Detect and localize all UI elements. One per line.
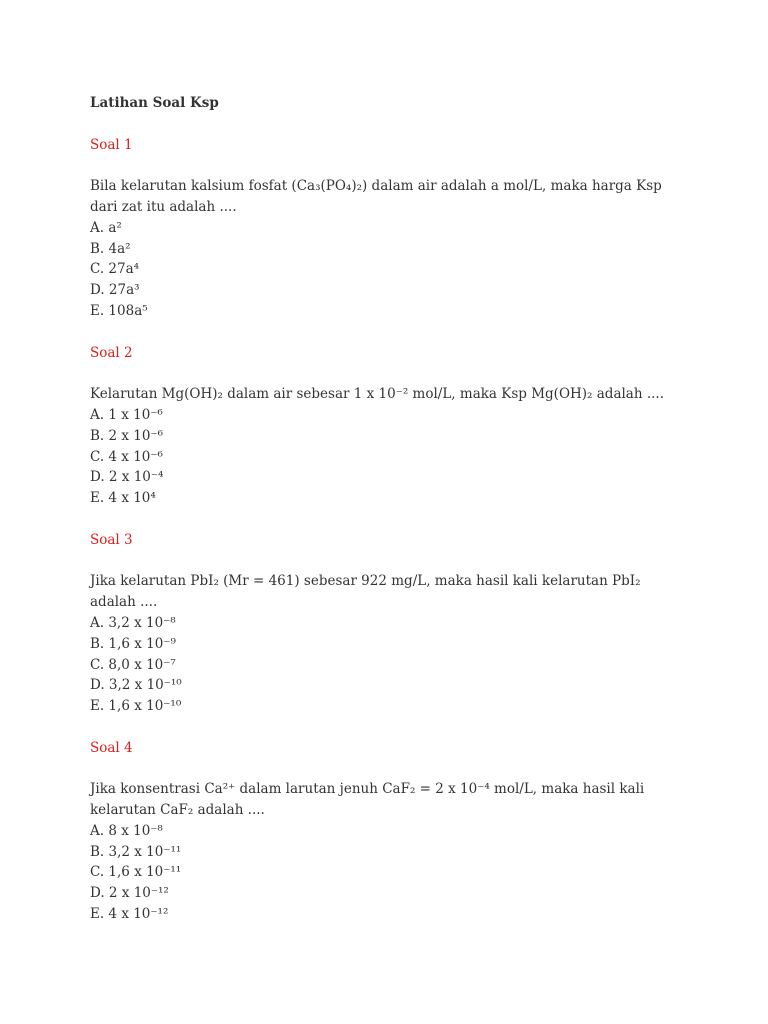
option-list [90,218,690,322]
option-c: C. 4 x 10⁻⁶ [90,448,163,465]
document-title: Latihan Soal Ksp [90,95,219,111]
option-c: C. 27a⁴ [90,261,140,278]
option-b: B. 4a² [90,240,131,257]
option-d: D. 27a³ [90,282,140,299]
question-text: Jika konsentrasi Ca²⁺ dalam larutan jenuh CaF₂ = 2 x 10⁻⁴ mol/L, maka hasil kali kelarutan CaF₂ adalah .... [90,781,645,819]
option-list [90,821,690,925]
question-block-2 [90,343,690,509]
question-heading: Soal 3 [90,531,133,548]
option-a: A. 8 x 10⁻⁸ [90,822,163,839]
option-b: B. 2 x 10⁻⁶ [90,427,164,444]
option-d: D. 3,2 x 10⁻¹⁰ [90,677,182,694]
question-text: Jika kelarutan PbI₂ (Mr = 461) sebesar 922 mg/L, maka hasil kali kelarutan PbI₂ adalah .... [90,573,641,611]
question-text: Kelarutan Mg(OH)₂ dalam air sebesar 1 x 10⁻² mol/L, maka Ksp Mg(OH)₂ adalah .... [90,386,665,403]
question-block-4 [90,738,690,925]
document-page [90,93,690,946]
option-d: D. 2 x 10⁻¹² [90,885,169,902]
question-heading: Soal 4 [90,739,133,756]
question-text: Bila kelarutan kalsium fosfat (Ca₃(PO₄)₂) dalam air adalah a mol/L, maka harga Ksp dari zat itu adalah .... [90,178,662,215]
option-c: C. 1,6 x 10⁻¹¹ [90,864,182,881]
option-b: B. 1,6 x 10⁻⁹ [90,635,176,652]
option-b: B. 3,2 x 10⁻¹¹ [90,843,182,860]
question-heading: Soal 2 [90,344,133,361]
option-a: A. a² [90,219,122,236]
option-a: A. 3,2 x 10⁻⁸ [90,614,176,631]
question-heading: Soal 1 [90,136,133,153]
option-d: D. 2 x 10⁻⁴ [90,469,164,486]
option-e: E. 108a⁵ [90,302,148,319]
option-list [90,613,690,717]
question-block-3 [90,530,690,717]
option-e: E. 4 x 10⁻¹² [90,906,169,923]
option-c: C. 8,0 x 10⁻⁷ [90,656,176,673]
option-a: A. 1 x 10⁻⁶ [90,406,163,423]
option-list [90,405,690,509]
question-block-1 [90,135,690,322]
option-e: E. 1,6 x 10⁻¹⁰ [90,698,182,715]
option-e: E. 4 x 10⁴ [90,490,156,507]
